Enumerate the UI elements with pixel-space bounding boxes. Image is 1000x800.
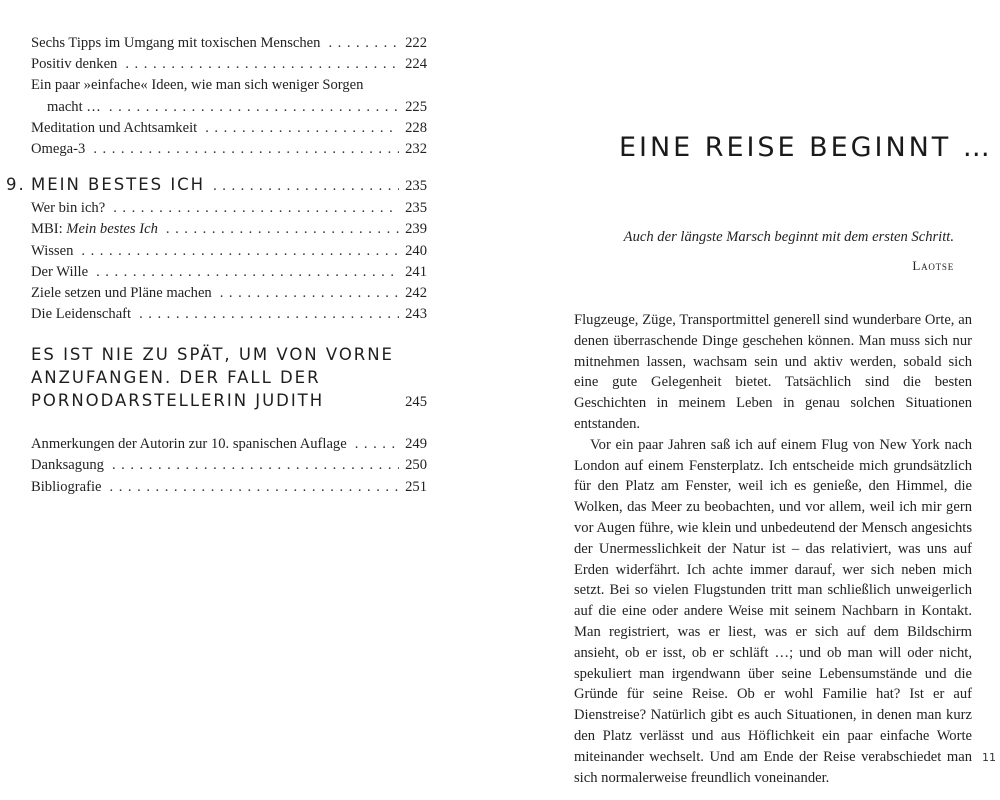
epilog-title-line3: PORNODARSTELLERIN JUDITH (31, 391, 325, 411)
chapter-heading: EINE REISE BEGINNT … (619, 132, 993, 163)
toc-entry-title: Danksagung (31, 457, 104, 474)
toc-entry-page: 239 (405, 221, 427, 238)
toc-leader-dots (96, 262, 399, 283)
toc-entry-page: 242 (405, 284, 427, 301)
toc-entry-prefix: MBI: (31, 221, 67, 238)
toc-leader-dots (220, 283, 399, 304)
toc-entry-page: 249 (405, 436, 427, 453)
toc-entry-title: Anmerkungen der Autorin zur 10. spanischen Auflage (31, 436, 347, 453)
epigraph-quote: Auch der längste Marsch beginnt mit dem ersten Schritt. (623, 229, 954, 245)
toc-leader-dots (139, 304, 399, 325)
toc-entry-title: Meditation und Achtsamkeit (31, 119, 198, 136)
toc-entry-page: 232 (405, 140, 427, 157)
epilog-title-line1: ES IST NIE ZU SPÄT, UM VON VORNE (31, 345, 394, 365)
toc-leader-dots (205, 118, 399, 139)
chapter-title: MEIN BESTES ICH (31, 175, 206, 195)
toc-entry (31, 97, 427, 118)
toc-entry (31, 304, 427, 325)
toc-leader-dots (355, 434, 399, 455)
toc-entry-page: 243 (405, 306, 427, 323)
toc-entry-title: Wer bin ich? (31, 200, 106, 217)
toc-entry-page: 225 (405, 98, 427, 115)
toc-entry (31, 477, 427, 498)
toc-leader-dots (125, 54, 399, 75)
epilog-title-line3-row (31, 389, 427, 412)
toc-entry-page: 224 (405, 56, 427, 73)
toc-entry-page: 241 (405, 263, 427, 280)
toc-entry (31, 219, 427, 240)
toc-leader-dots (110, 477, 399, 498)
toc-entry (31, 241, 427, 262)
toc-entry (31, 455, 427, 476)
epilog-title-line2: ANZUFANGEN. DER FALL DER (31, 368, 321, 388)
toc-entry-title-line1: Ein paar »einfache« Ideen, wie man sich weniger Sorgen (31, 77, 364, 94)
toc-entry (31, 283, 427, 304)
toc-leader-dots (93, 139, 399, 160)
toc-entry-page: 222 (405, 35, 427, 51)
toc-leader-dots (112, 455, 399, 476)
toc-leader-dots (81, 241, 399, 262)
epilog-page: 245 (405, 394, 427, 411)
toc-entry-title: Bibliografie (31, 478, 102, 495)
toc-entry-title: Omega-3 (31, 140, 86, 157)
toc-entry (31, 198, 427, 219)
toc-leader-dots (113, 198, 399, 219)
toc-leader-dots (328, 33, 399, 54)
right-page (500, 0, 1000, 800)
toc-leader-dots (109, 97, 399, 118)
paragraph: Vor ein paar Jahren saß ich auf einem Flug von New York nach London auf einem Fensterplatz. Ich entscheide mich grundsätzlich für den Platz am Fenster, weil ich es genieße, den Himmel, die Wolken, das Meer zu beobachten, und vor allem, weil ich mir gern vor Augen führe, wie klein und unbedeutend der Mensch angesichts der Unermesslichkeit der Natur ist – das relativiert, was uns auf Erden widerfährt. Ich achte immer darauf, wer sich neben mich setzt. Bei so vielen Flugstunden tritt man schließlich unweigerlich auf die eine oder andere Weise mit seinem Nachbarn in Kontakt. Man registriert, was er liest, was er sich auf dem Bildschirm ansieht, ob er isst, ob er schläft …; und ob man will oder nicht, spekuliert man irgendwann über seine Lebensumstände und die Gründe für seine Reise. Ob er wohl Familie hat? Ist er auf Dienstreise? Natürlich gibt es auch Situationen, in denen man kurz den Platz verlässt und aus Höflichkeit ein paar einfache Worte miteinander wechselt. Und am Ende der Reise verabschiedet man sich normalerweise freundlich voneinander. (574, 436, 972, 786)
toc-entry-title-line2: macht … (47, 98, 101, 115)
toc-back-matter (31, 434, 427, 498)
toc-chapter-heading (6, 172, 427, 198)
page-number: 11 (982, 751, 996, 764)
toc-entry-italic: Mein bestes Ich (66, 221, 158, 238)
table-of-contents (6, 33, 427, 498)
toc-leader-dots (166, 219, 399, 240)
toc-entry (31, 54, 427, 75)
toc-entry-title: Sechs Tipps im Umgang mit toxischen Menschen (31, 35, 321, 51)
toc-entry-page: 235 (405, 200, 427, 217)
toc-entry-page: 228 (405, 119, 427, 136)
toc-epilog-heading (31, 343, 427, 412)
toc-entry-title: Positiv denken (31, 56, 118, 73)
chapter-number: 9. (6, 175, 26, 195)
toc-entry (31, 33, 427, 54)
toc-entry (31, 139, 427, 160)
toc-entry (31, 434, 427, 455)
toc-entry-page: 240 (405, 242, 427, 259)
toc-entry-title: Der Wille (31, 263, 89, 280)
toc-entry-page: 250 (405, 457, 427, 474)
toc-entry (31, 262, 427, 283)
toc-entry-title: Wissen (31, 242, 74, 259)
toc-entry-page: 251 (405, 478, 427, 495)
epigraph-author: Laotse (912, 258, 954, 273)
toc-entry-title (31, 219, 158, 240)
toc-entry (31, 118, 427, 139)
paragraph: Flugzeuge, Züge, Transportmittel generell sind wunderbare Orte, an denen überraschende Dinge geschehen können. Man muss sich nur mitnehmen lassen, wachsam sein und aktiv werden, sobald sich eine gute Gelegenheit bietet. Tatsächlich sind die besten Geschichten in meinem Leben in genau solchen Situationen entstanden. (574, 312, 972, 432)
toc-entry-title: Ziele setzen und Pläne machen (31, 284, 212, 301)
toc-leader-dots (213, 173, 399, 199)
body-text (574, 310, 972, 788)
toc-entry-title: Die Leidenschaft (31, 306, 132, 323)
chapter-page: 235 (405, 178, 427, 195)
